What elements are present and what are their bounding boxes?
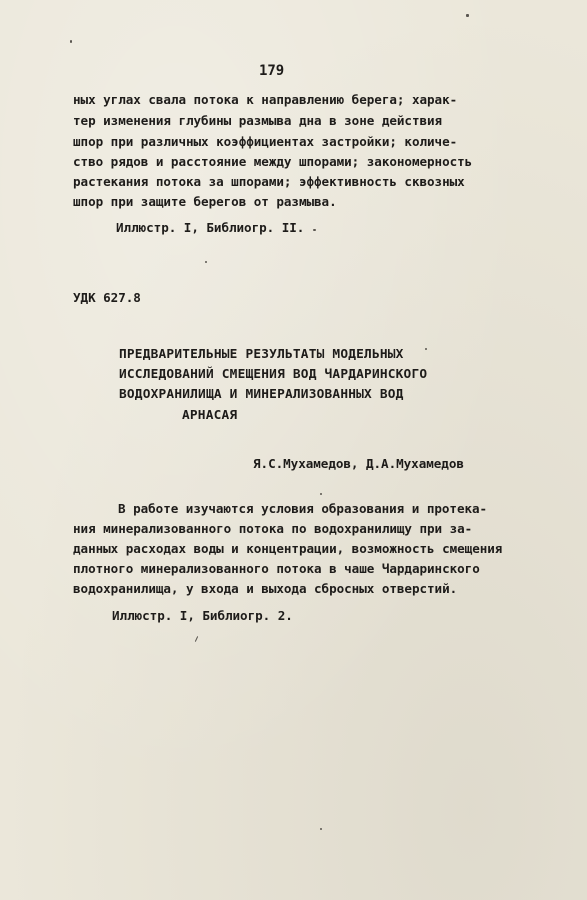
scan-speck [195,636,198,642]
authors: Я.С.Мухамедов, Д.А.Мухамедов [253,456,464,471]
scan-speck [320,828,322,830]
intro-line-1: ных углах свала потока к направлению берега; харак- [73,92,458,107]
abstract-line-4: плотного минерализованного потока в чаше Чардаринского [73,561,480,576]
scan-speck [320,493,322,495]
scan-speck [70,40,72,43]
udc-code: УДК 627.8 [73,290,141,305]
title-line-2: ИССЛЕДОВАНИЙ СМЕЩЕНИЯ ВОД ЧАРДАРИНСКОГО [119,367,428,382]
scan-speck [466,14,469,17]
title-line-4: АРНАСАЯ [182,408,238,423]
intro-line-4: ство рядов и расстояние между шпорами; закономерность [73,154,473,169]
intro-line-6: шпор при защите берегов от размыва. [73,194,337,209]
scan-speck [313,229,316,231]
title-line-1: ПРЕДВАРИТЕЛЬНЫЕ РЕЗУЛЬТАТЫ МОДЕЛЬНЫХ [119,347,404,362]
intro-line-2: тер изменения глубины размыва дна в зоне действия [73,113,443,128]
page-number: 179 [259,63,285,79]
intro-illustrations-note: Иллюстр. I, Библиогр. II. [116,220,305,235]
abstract-illustrations-note: Иллюстр. I, Библиогр. 2. [112,608,293,623]
intro-line-3: шпор при различных коэффициентах застройки; количе- [73,134,458,149]
abstract-line-2: ния минерализованного потока по водохранилищу при за- [73,521,473,536]
title-line-3: ВОДОХРАНИЛИЩА И МИНЕРАЛИЗОВАННЫХ ВОД [119,387,404,402]
intro-line-5: растекания потока за шпорами; эффективность сквозных [73,174,465,189]
abstract-line-3: данных расходах воды и концентрации, возможность смещения [73,541,503,556]
abstract-line-1: В работе изучаются условия образования и протека- [118,501,488,516]
abstract-line-5: водохранилища, у входа и выхода сбросных отверстий. [73,581,458,596]
scan-speck [205,261,207,263]
scan-speck [425,348,427,350]
